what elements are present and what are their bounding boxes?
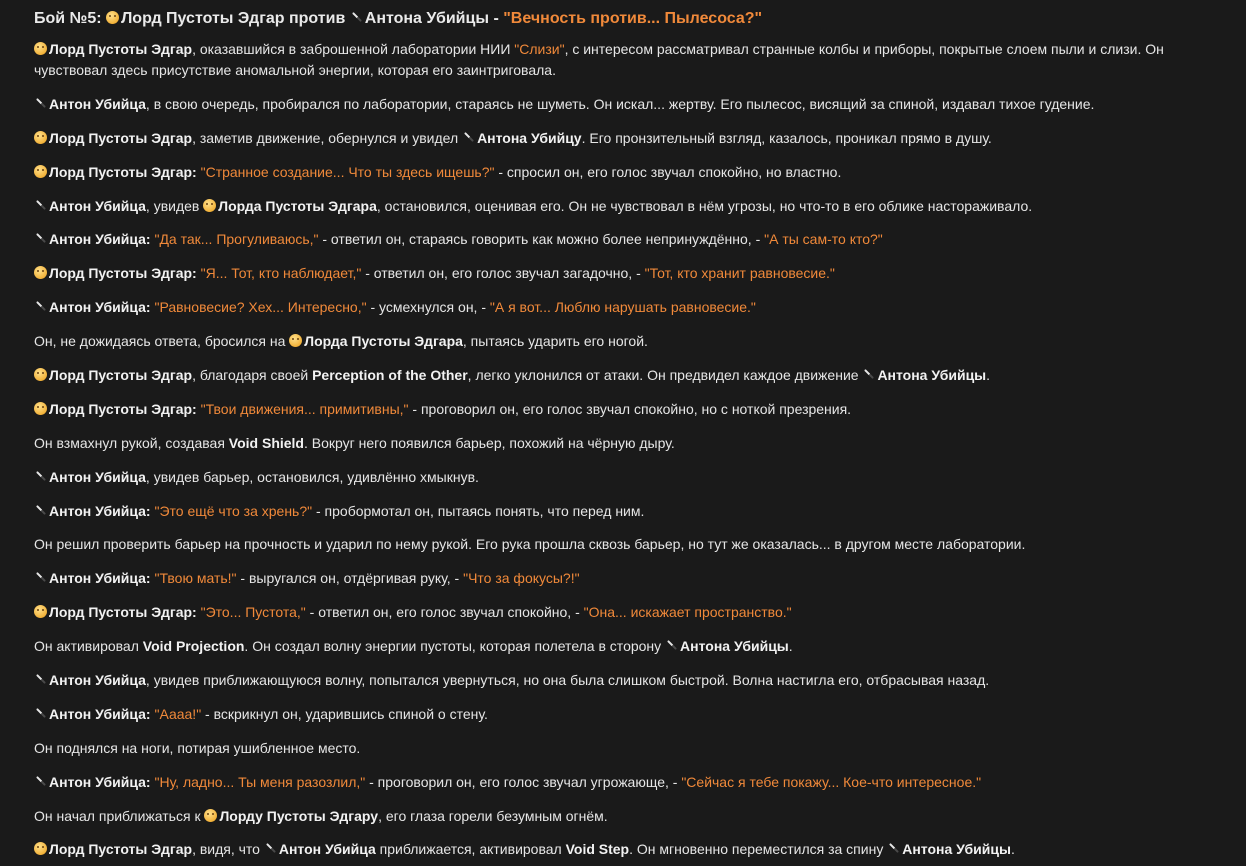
title-prefix: Бой №5:: [34, 10, 107, 27]
story-paragraph: [34, 772, 1234, 793]
narration-text: , легко уклонился от атаки. Он предвидел каждое движение: [467, 367, 863, 384]
story-paragraph: [34, 704, 1234, 725]
bold-name: Антон Убийца: [49, 95, 146, 112]
narration-text: .: [986, 367, 991, 384]
dialogue-quote: "Странное создание... Что ты здесь ищешь?": [200, 163, 495, 180]
dialogue-quote: "Твою мать!": [154, 570, 237, 587]
story-paragraph: [34, 196, 1234, 217]
story-paragraph: [34, 738, 1234, 759]
story-paragraph: [34, 365, 1234, 386]
dialogue-quote: "Она... искажает пространство.": [583, 604, 792, 621]
knife-icon: [862, 368, 875, 381]
story-paragraph: [34, 670, 1234, 691]
bold-name: Лорд Пустоты Эдгар:: [49, 604, 197, 621]
narration-text: - проговорил он, его голос звучал угрожающе, -: [365, 773, 682, 790]
bold-name: Антон Убийца:: [49, 299, 151, 316]
bold-name: Void Shield: [228, 434, 304, 451]
narration-text: приближается, активировал: [375, 841, 566, 858]
bold-name: Антон Убийца: [49, 468, 146, 485]
title-fighter1: Лорд Пустоты Эдгар: [121, 10, 285, 27]
story-paragraph: [34, 128, 1234, 149]
narration-text: Он, не дожидаясь ответа, бросился на: [34, 333, 290, 350]
story-paragraph: [34, 263, 1234, 284]
bold-name: Антон Убийца:: [49, 502, 151, 519]
narration-text: - выругался он, отдёргивая руку, -: [236, 570, 464, 587]
bold-name: Лорд Пустоты Эдгар:: [49, 400, 197, 417]
dialogue-quote: "Слизи": [514, 41, 565, 57]
knife-icon: [887, 842, 900, 855]
bold-name: Антон Убийца:: [49, 570, 151, 587]
narration-text: Он решил проверить барьер на прочность и ударил по нему рукой. Его рука прошла сквозь барьер, но тут же оказалась... в другом месте лаборатории.: [34, 536, 1026, 553]
knife-icon: [34, 571, 47, 584]
narration-text: . Вокруг него появился барьер, похожий на чёрную дыру.: [304, 434, 675, 451]
story-body: [34, 39, 1234, 860]
bold-name: Антон Убийца: [278, 841, 376, 858]
bold-name: Антон Убийца:: [49, 705, 151, 722]
story-paragraph: [34, 433, 1234, 454]
neutral-face-icon: [289, 334, 302, 347]
neutral-face-icon: [34, 605, 47, 618]
narration-text: , оказавшийся в заброшенной лаборатории НИИ: [192, 41, 515, 57]
story-paragraph: [34, 636, 1234, 657]
narration-text: , пытаясь ударить его ногой.: [462, 333, 648, 350]
story-paragraph: [34, 399, 1234, 420]
story-paragraph: [34, 162, 1234, 183]
neutral-face-icon: [34, 42, 47, 55]
bold-name: Лорд Пустоты Эдгар: [49, 367, 193, 384]
knife-icon: [665, 639, 678, 652]
dialogue-quote: "Сейчас я тебе покажу... Кое-что интересное.": [681, 773, 982, 790]
bold-name: Void Step: [565, 841, 630, 858]
narration-text: - ответил он, его голос звучал спокойно, -: [305, 604, 584, 621]
story-paragraph: [34, 39, 1234, 81]
bold-name: Лорд Пустоты Эдгар: [49, 129, 193, 146]
dialogue-quote: "Это... Пустота,": [200, 604, 306, 621]
neutral-face-icon: [34, 842, 47, 855]
narration-text: Он взмахнул рукой, создавая: [34, 434, 229, 451]
narration-text: , благодаря своей: [192, 367, 313, 384]
neutral-face-icon: [34, 368, 47, 381]
bold-name: Лорда Пустоты Эдгара: [218, 197, 377, 214]
dialogue-quote: "Это ещё что за хрень?": [154, 502, 313, 519]
bold-name: Антон Убийца:: [49, 773, 151, 790]
narration-text: - ответил он, его голос звучал загадочно, -: [361, 265, 645, 282]
dialogue-quote: "Ну, ладно... Ты меня разозлил,": [154, 773, 366, 790]
story-paragraph: [34, 467, 1234, 488]
story-paragraph: [34, 501, 1234, 522]
narration-text: .: [1010, 841, 1015, 858]
narration-text: - ответил он, стараясь говорить как можно более непринуждённо, -: [318, 231, 765, 248]
bold-name: Perception of the Other: [312, 367, 468, 384]
knife-icon: [264, 842, 277, 855]
narration-text: , заметив движение, обернулся и увидел: [192, 129, 463, 146]
neutral-face-icon: [34, 402, 47, 415]
knife-icon: [34, 300, 47, 313]
story-paragraph: [34, 229, 1234, 250]
narration-text: Он начал приближаться к: [34, 807, 205, 824]
dialogue-quote: "Да так... Прогуливаюсь,": [154, 231, 319, 248]
bold-name: Антон Убийца: [49, 197, 146, 214]
knife-icon: [34, 673, 47, 686]
knife-icon: [34, 97, 47, 110]
neutral-face-icon: [106, 11, 119, 24]
bold-name: Лорд Пустоты Эдгар:: [49, 163, 197, 180]
knife-icon: [34, 470, 47, 483]
narration-text: . Он создал волну энергии пустоты, которая полетела в сторону: [244, 638, 666, 655]
title-fighter2: Антона Убийцы: [364, 10, 489, 27]
narration-text: , увидев барьер, остановился, удивлённо хмыкнув.: [145, 468, 479, 485]
bold-name: Антон Убийца:: [49, 231, 151, 248]
story-paragraph: [34, 297, 1234, 318]
story-paragraph: [34, 806, 1234, 827]
narration-text: Он активировал: [34, 638, 143, 655]
narration-text: .: [788, 638, 793, 655]
story-paragraph: [34, 568, 1234, 589]
dialogue-quote: "Я... Тот, кто наблюдает,": [200, 265, 362, 282]
narration-text: , его глаза горели безумным огнём.: [378, 807, 608, 824]
knife-icon: [462, 131, 475, 144]
knife-icon: [34, 707, 47, 720]
title-versus: против: [284, 10, 350, 27]
narration-text: , остановился, оценивая его. Он не чувствовал в нём угрозы, но что-то в его облике настораживало.: [376, 197, 1033, 214]
narration-text: - усмехнулся он, -: [366, 299, 490, 316]
bold-name: Антон Убийца: [49, 672, 146, 689]
bold-name: Лорд Пустоты Эдгар: [49, 41, 193, 57]
narration-text: - вскрикнул он, ударившись спиной о стену.: [201, 705, 488, 722]
dialogue-quote: "Тот, кто хранит равновесие.": [644, 265, 835, 282]
fight-title: [34, 9, 1234, 29]
neutral-face-icon: [34, 266, 47, 279]
story-paragraph: [34, 839, 1234, 860]
dialogue-quote: "А ты сам-то кто?": [764, 231, 883, 248]
narration-text: , видя, что: [192, 841, 264, 858]
title-dash: -: [489, 10, 504, 27]
narration-text: - пробормотал он, пытаясь понять, что перед ним.: [312, 502, 645, 519]
story-paragraph: [34, 602, 1234, 623]
bold-name: Лорда Пустоты Эдгара: [304, 333, 463, 350]
story-paragraph: [34, 331, 1234, 352]
narration-text: . Его пронзительный взгляд, казалось, проникал прямо в душу.: [581, 129, 992, 146]
dialogue-quote: "Твои движения... примитивны,": [200, 400, 409, 417]
knife-icon: [34, 504, 47, 517]
neutral-face-icon: [34, 131, 47, 144]
bold-name: Антона Убийцу: [477, 129, 582, 146]
neutral-face-icon: [203, 199, 216, 212]
dialogue-quote: "Что за фокусы?!": [463, 570, 580, 587]
knife-icon: [34, 199, 47, 212]
neutral-face-icon: [204, 809, 217, 822]
knife-icon: [34, 775, 47, 788]
dialogue-quote: "Аааа!": [154, 705, 202, 722]
narration-text: . Он мгновенно переместился за спину: [629, 841, 888, 858]
narration-text: , в свою очередь, пробирался по лаборатории, стараясь не шуметь. Он искал... жертву. Его пылесос, висящий за спиной, издавал тихое гудение.: [145, 95, 1095, 112]
bold-name: Лорд Пустоты Эдгар: [49, 841, 193, 858]
dialogue-quote: "А я вот... Люблю нарушать равновесие.": [489, 299, 756, 316]
bold-name: Void Projection: [142, 638, 245, 655]
knife-icon: [350, 11, 363, 24]
bold-name: Антона Убийцы: [877, 367, 987, 384]
narration-text: Он поднялся на ноги, потирая ушибленное место.: [34, 739, 361, 756]
knife-icon: [34, 232, 47, 245]
neutral-face-icon: [34, 165, 47, 178]
narration-text: , с интересом рассматривал странные колбы и приборы, покрытые слоем пыли и слизи. Он чувствовал здесь присутствие аномальной энергии, которая его заинтриговала.: [34, 41, 1164, 78]
story-paragraph: [34, 94, 1234, 115]
narration-text: , увидев приближающуюся волну, попытался увернуться, но она была слишком быстрой. Волна настигла его, отбрасывая назад.: [145, 672, 990, 689]
narration-text: , увидев: [145, 197, 204, 214]
bold-name: Антона Убийцы: [902, 841, 1011, 858]
title-subtitle: "Вечность против... Пылесоса?": [503, 10, 763, 27]
bold-name: Лорд Пустоты Эдгар:: [49, 265, 197, 282]
bold-name: Лорду Пустоты Эдгару: [219, 807, 379, 824]
narration-text: - проговорил он, его голос звучал спокойно, но с ноткой презрения.: [408, 400, 852, 417]
narration-text: - спросил он, его голос звучал спокойно, но властно.: [494, 163, 842, 180]
story-paragraph: [34, 534, 1234, 555]
dialogue-quote: "Равновесие? Хех... Интересно,": [154, 299, 367, 316]
bold-name: Антона Убийцы: [680, 638, 789, 655]
